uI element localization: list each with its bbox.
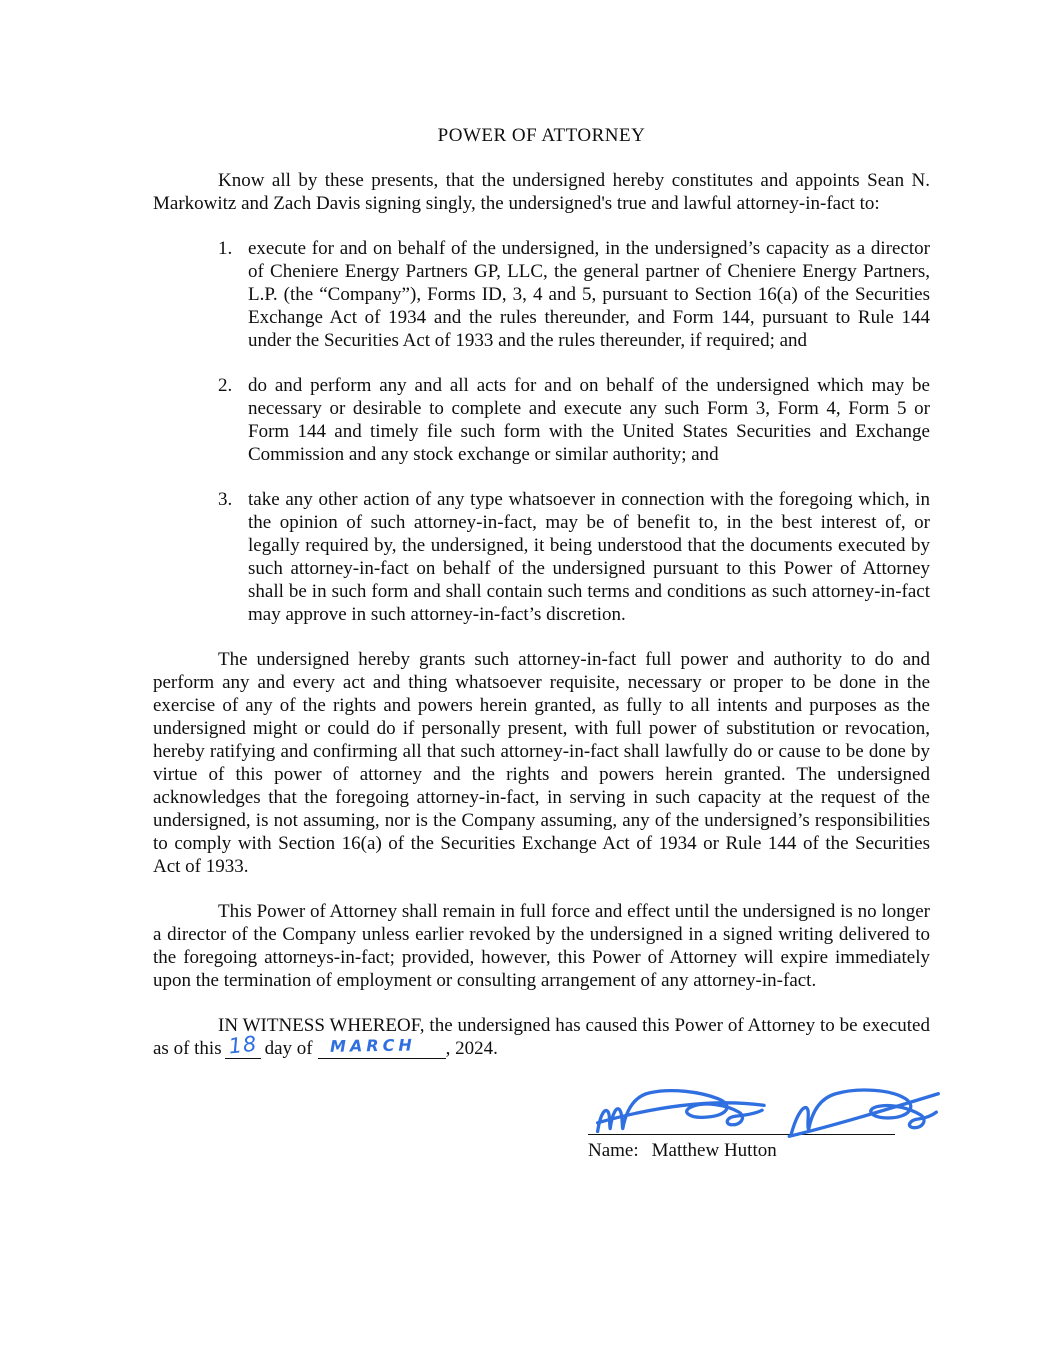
list-item [153,374,930,466]
intro-paragraph: Know all by these presents, that the undersigned hereby constitutes and appoints Sean N. Markowitz and Zach Davis signing singly, the undersigned's true and lawful attorney-in-fact to: [153,170,930,214]
month-blank [318,1037,446,1059]
signature-name-value: Matthew Hutton [651,1140,777,1161]
document-title: POWER OF ATTORNEY [437,125,646,146]
list-item-text: do and perform any and all acts for and on behalf of the undersigned which may be necessary or desirable to complete and execute any such Form 3, Form 4, Form 5 or Form 144 and timely file such form with the United States Securities and Exchange Commission and any stock exchange or similar authority; and [248,375,930,465]
handwritten-day: 18 [227,1031,259,1059]
witness-line-2 [153,1031,930,1060]
list-item-text: execute for and on behalf of the undersigned, in the undersigned’s capacity as a director of Cheniere Energy Partners GP, LLC, the general partner of Cheniere Energy Partners, L.P. (the “Company”), Forms ID, 3, 4 and 5, pursuant to Section 16(a) of the Securities Exchange Act of 1934 and the rules thereunder, and Form 144, pursuant to Rule 144 under the Securities Act of 1933 and the rules thereunder, if required; and [248,238,930,351]
signature-name-label: Name: [588,1140,639,1161]
witness-prefix: as of this [153,1038,222,1059]
handwritten-month: MARCH [329,1035,416,1056]
grant-paragraph: The undersigned hereby grants such attorney-in-fact full power and authority to do and perform any and every act and thing whatsoever requisite, necessary or proper to be done in the exercise of any of the rights and powers herein granted, as fully to all intents and purposes as the undersigned might or could do if personally present, with full power of substitution or revocation, hereby ratifying and confirming all that such attorney-in-fact shall lawfully do or cause to be done by virtue of this power of attorney and the rights and powers herein granted. The undersigned acknowledges that the foregoing attorney-in-fact, in serving in such capacity at the request of the undersigned, is not assuming, nor is the Company assuming, any of the undersigned’s responsibilities to comply with Section 16(a) of the Securities Exchange Act of 1934 or Rule 144 of the Securities Act of 1933. [153,649,930,877]
signature-line [588,1134,895,1135]
list-item-number: 2. [218,375,233,396]
day-blank [225,1031,261,1059]
witness-middle: day of [264,1038,313,1059]
list-item-number: 1. [218,238,233,259]
signature-handwriting [588,1086,944,1146]
signature-stroke-first [598,1091,763,1132]
witness-suffix: , 2024. [445,1038,498,1059]
signature-name-row [588,1139,895,1162]
list-item-number: 3. [218,489,233,510]
signature-block [588,1086,895,1162]
signature-stroke-second [791,1090,936,1134]
list-item [153,237,930,352]
list-item-text: take any other action of any type whatsoever in connection with the foregoing which, in the opinion of such attorney-in-fact, may be of benefit to, in the best interest of, or legally required by, the undersigned, it being understood that the documents executed by such attorney-in-fact on behalf of the undersigned pursuant to this Power of Attorney shall be in such form and shall contain such terms and conditions as such attorney-in-fact may approve in such attorney-in-fact’s discretion. [248,489,930,625]
witness-line-1: IN WITNESS WHEREOF, the undersigned has caused this Power of Attorney to be executed [218,1015,930,1036]
list-item [153,488,930,626]
termination-paragraph: This Power of Attorney shall remain in full force and effect until the undersigned is no longer a director of the Company unless earlier revoked by the undersigned in a signed writing delivered to the foregoing attorneys-in-fact; provided, however, this Power of Attorney will expire immediately upon the termination of employment or consulting arrangement of any attorney-in-fact. [153,901,930,991]
